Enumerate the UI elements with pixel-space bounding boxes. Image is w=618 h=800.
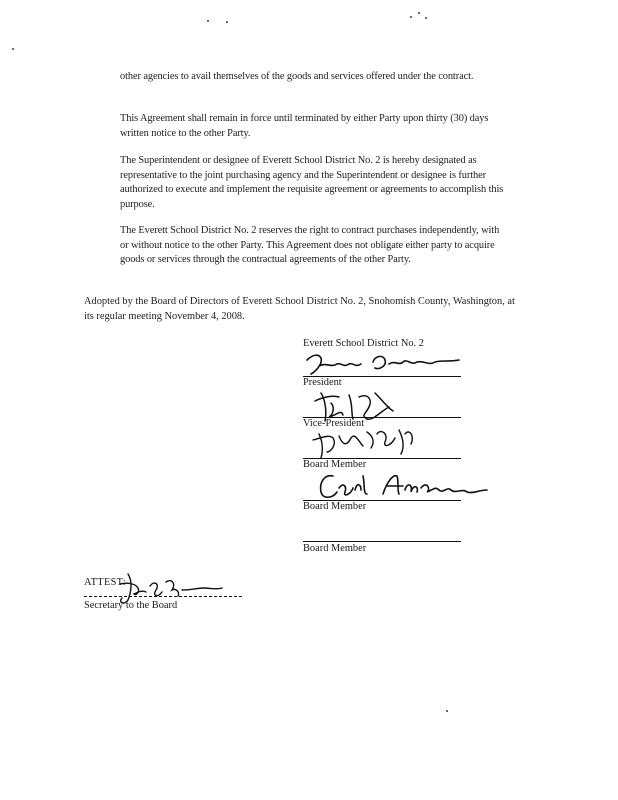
signature-line <box>84 596 242 597</box>
attest-block <box>84 570 284 620</box>
scan-speck <box>446 710 448 712</box>
board-member-signature <box>303 424 468 462</box>
paragraph-continuation: other agencies to avail themselves of the goods and services offered under the contract. <box>120 71 474 82</box>
scan-speck <box>410 16 412 18</box>
board-member-signature <box>303 468 493 504</box>
role-board-member: Board Member <box>303 459 367 470</box>
scan-speck <box>226 21 228 23</box>
scan-speck <box>207 20 209 22</box>
role-board-member: Board Member <box>303 501 367 512</box>
paragraph-termination: This Agreement shall remain in force until terminated by either Party upon thirty (30) days written notice to the other Party. <box>120 113 489 139</box>
attest-label: ATTEST: <box>84 577 126 588</box>
paragraph-superintendent: The Superintendent or designee of Everett School District No. 2 is hereby designated as representative to the joint purchasing agency and the Superintendent or designee is further authorized to execute and implement the requisite agreement or agreements to accomplish this purpose. <box>120 155 504 210</box>
scan-speck <box>418 12 420 14</box>
secretary-label: Secretary to the Board <box>84 600 178 611</box>
signature-line <box>303 541 461 542</box>
scan-speck <box>425 17 427 19</box>
role-board-member: Board Member <box>303 543 367 554</box>
district-name: Everett School District No. 2 <box>303 338 424 349</box>
paragraph-reserves-right: The Everett School District No. 2 reserves the right to contract purchases independently, with or without notice to the other Party. This Agreement does not obligate either party to acquire goods or services through the contractual agreements of the other Party. <box>120 225 500 265</box>
adoption-statement: Adopted by the Board of Directors of Everett School District No. 2, Snohomish County, Washington, at its regular meeting November 4, 2008. <box>84 296 515 322</box>
role-president: President <box>303 377 342 388</box>
scan-speck <box>12 48 14 50</box>
role-vice-president: Vice-President <box>303 418 365 429</box>
